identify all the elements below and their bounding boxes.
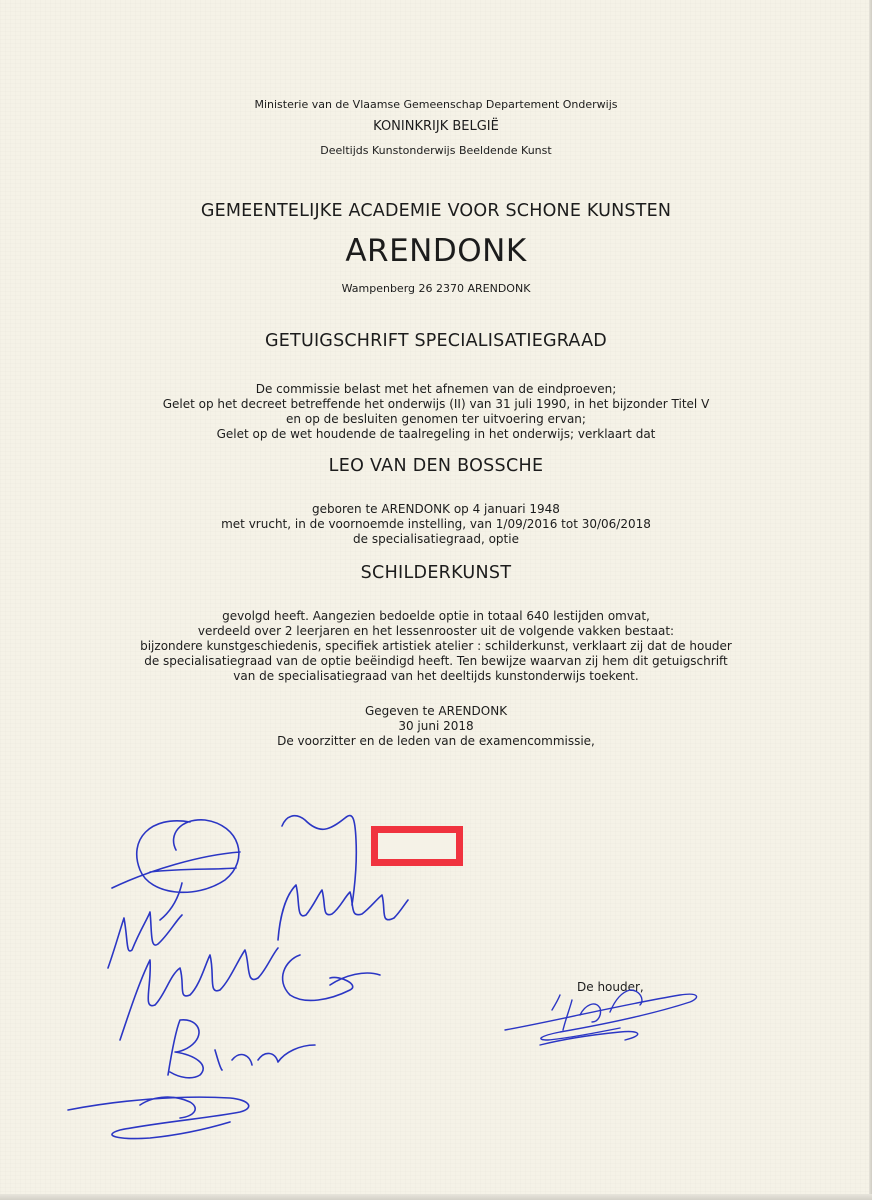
ministry-line: Ministerie van de Vlaamse Gemeenschap Departement Onderwijs (254, 98, 618, 111)
preamble-line-3: en op de besluiten genomen ter uitvoering ervan; (286, 412, 586, 426)
given-date: 30 juni 2018 (398, 719, 474, 733)
preamble-line-4: Gelet op de wet houdende de taalregeling in het onderwijs; verklaart dat (216, 427, 656, 441)
conclusion-line-2: verdeeld over 2 leerjaren en het lessenrooster uit de volgende vakken bestaat: (197, 624, 675, 638)
details-line-2: met vrucht, in de voornoemde instelling, van 1/09/2016 tot 30/06/2018 (221, 517, 651, 531)
certificate-title: GETUIGSCHRIFT SPECIALISATIEGRAAD (265, 331, 607, 351)
details-line-1: geboren te ARENDONK op 4 januari 1948 (312, 502, 560, 516)
institution-name: GEMEENTELIJKE ACADEMIE VOOR SCHONE KUNSTEN (200, 201, 672, 221)
details-line-3: de specialisatiegraad, optie (353, 532, 519, 546)
preamble-line-1: De commissie belast met het afnemen van de eindproeven; (255, 382, 617, 396)
preamble-line-2: Gelet op het decreet betreffende het onderwijs (II) van 31 juli 1990, in het bijzonder Titel V (162, 397, 710, 411)
institution-city: ARENDONK (345, 233, 527, 269)
committee-line: De voorzitter en de leden van de examencommissie, (277, 734, 595, 748)
conclusion-line-1: gevolgd heeft. Aangezien bedoelde optie in totaal 640 lestijden omvat, (222, 609, 650, 623)
education-type-line: Deeltijds Kunstonderwijs Beeldende Kunst (320, 144, 552, 157)
institution-address: Wampenberg 26 2370 ARENDONK (341, 282, 531, 295)
kingdom-line: KONINKRIJK BELGIË (373, 119, 499, 134)
holder-label: De houder, (577, 980, 644, 994)
conclusion-line-3: bijzondere kunstgeschiedenis, specifiek artistiek atelier : schilderkunst, verklaart zij dat de houder (140, 639, 732, 653)
holder-name: LEO VAN DEN BOSSCHE (328, 456, 544, 476)
given-place: Gegeven te ARENDONK (364, 704, 508, 718)
conclusion-line-4: de specialisatiegraad van de optie beëindigd heeft. Ten bewijze waarvan zij hem dit getuigschrift (144, 654, 728, 668)
conclusion-line-5: van de specialisatiegraad van het deeltijds kunstonderwijs toekent. (233, 669, 639, 683)
option-name: SCHILDERKUNST (360, 563, 512, 583)
